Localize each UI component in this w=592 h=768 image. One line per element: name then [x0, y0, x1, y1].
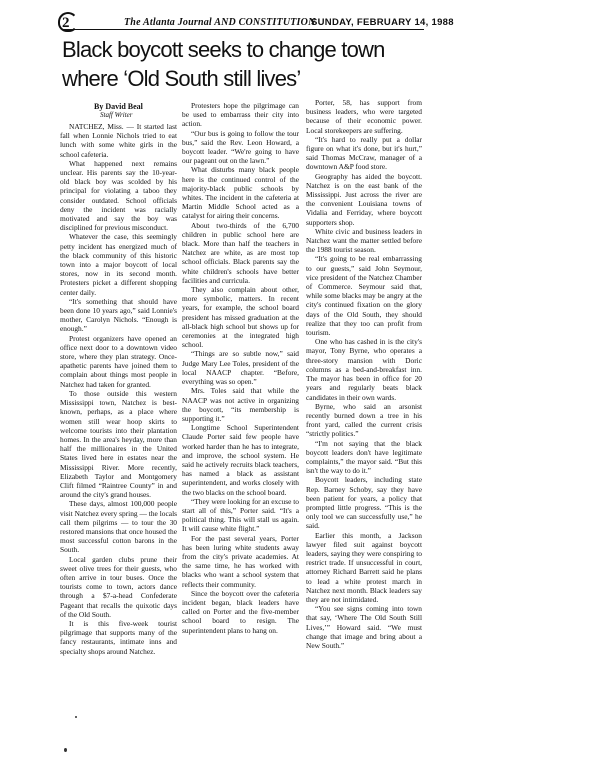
article-paragraph: Protest organizers have opened an office next door to a downtown video store, where they plan strategy. Once-apathetic parents have joined them to complain about things most people in Natchez had taken for granted.	[60, 333, 177, 389]
article-paragraph: Protesters hope the pilgrimage can be used to embarrass their city into action.	[182, 101, 299, 129]
article-paragraph: Earlier this month, a Jackson lawyer filed suit against boycott leaders, saying they were conspiring to restrict trade. If unsuccessful in court, attorney Richard Barrett said he plans to lead a white protest march in Natchez next month. Black leaders say they are not intimidated.	[306, 530, 422, 604]
article-paragraph: NATCHEZ, Miss. — It started last fall when Lonnie Nichols tried to eat lunch with some white girls in the school cafeteria.	[60, 122, 177, 159]
article-paragraph: Porter, 58, has support from business leaders, who were targeted because of their economic power. Local storekeepers are suffering.	[306, 98, 422, 135]
article-paragraph: White civic and business leaders in Natchez want the matter settled before the 1988 tourist season.	[306, 226, 422, 255]
scan-speck	[75, 716, 77, 718]
article-column-2	[182, 101, 299, 635]
article-paragraph: “It's something that should have been done 10 years ago,” said Lonnie's mother, Carolyn Nichols. “Enough is enough.”	[60, 296, 177, 334]
article-paragraph: It is this five-week tourist pilgrimage that supports many of the fancy restaurants, intimate inns and specialty shops around Natchez.	[60, 618, 177, 656]
article-paragraph: Longtime School Superintendent Claude Porter said few people have worked harder than he has to integrate, and improve, the school system. He said he actively recruits black teachers, has named a black as assistant superintendent, and works closely with the two blacks on the school board.	[182, 423, 299, 497]
issue-date: SUNDAY, FEBRUARY 14, 1988	[311, 17, 454, 28]
article-paragraph: Since the boycott over the cafeteria incident began, black leaders have called on Porter and the five-member school board to resign. The superintendent plans to hang on.	[182, 588, 299, 635]
article-paragraph: “I'm not saying that the black boycott leaders don't have legitimate complaints,” the mayor said. “But this isn't the way to do it.”	[306, 438, 422, 476]
article-paragraph: “They were looking for an excuse to start all of this,” Porter said. “It's a political thing. This will stall us again. It will cause white flight.”	[182, 496, 299, 534]
article-paragraph: “It's going to be real embarrassing to our guests,” said John Seymour, vice president of the Natchez Chamber of Commerce. Seymour said that, while some blacks may be angry at the city's continued fixation on the glory days of the Old South, they should realize that they too can profit from tourism.	[306, 254, 422, 338]
newspaper-masthead: The Atlanta Journal AND CONSTITUTION	[124, 17, 316, 28]
article-paragraph: What happened next remains unclear. His parents say the 10-year-old black boy was scolded by his principal for violating a taboo they consider outdated. School officials deny the incident was racially motivated and say the boy was disciplined for previous misconduct.	[60, 158, 177, 233]
article-paragraph: For the past several years, Porter has been luring white students away from the city's private academies. At the same time, he has worked with blacks who want a school system that reflects their community.	[182, 533, 299, 589]
article-paragraph: One who has cashed in is the city's mayor, Tony Byrne, who operates a three-story mansion with Doric columns as a bed-and-breakfast inn. The mayor has been in office for 20 years and regularly beats black candidates in their own wards.	[306, 337, 422, 402]
article-paragraph: They also complain about other, more symbolic, matters. In recent years, for example, the school board president has missed graduation at the all-black high school but shows up for ceremonies at the integrated high school.	[182, 285, 299, 350]
article-paragraph: Geography has aided the boycott. Natchez is on the east bank of the Mississippi. Just across the river are the convenient Louisiana towns of Vidalia and Ferriday, where boycott supporters shop.	[306, 171, 422, 227]
article-paragraph: Whatever the case, this seemingly petty incident has energized much of the black community of this historic town into a major boycott of local stores, now in its second month. Protesters picket a different shopping center daily.	[60, 232, 177, 297]
article-headline: Black boycott seeks to change town where ‘Old South still lives’	[62, 37, 385, 91]
scan-speck	[64, 748, 67, 752]
article-paragraph: Byrne, who said an arsonist recently burned down a tree in his front yard, called the current crisis “strictly politics.”	[306, 401, 422, 439]
byline-role: Staff Writer	[100, 111, 133, 119]
article-paragraph: What disturbs many black people here is the continued control of the majority-black public schools by whites. The incident in the cafeteria at Martin Middle School acted as a catalyst for airing their concerns.	[182, 165, 299, 221]
column-2-paragraphs	[182, 101, 299, 635]
article-paragraph: To those outside this western Mississippi town, Natchez is best-known, perhaps, as a place where women still wear hoop skirts to welcome tourists into their plantation homes. In the area's heyday, more than half the millionaires in the United States lived here in estates near the Mississippi River. More recently, Elizabeth Taylor and Montgomery Clift filmed “Raintree County” in and around the city's grand houses.	[60, 388, 177, 500]
article-paragraph: Boycott leaders, including state Rep. Barney Schoby, say they have been patient for years, a policy that prompted little progress. “This is the only tool we can successfully use,” he said.	[306, 475, 422, 531]
column-1-paragraphs	[60, 122, 177, 656]
article-paragraph: Mrs. Toles said that while the NAACP was not active in organizing the boycott, “its membership is supporting it.”	[182, 386, 299, 423]
article-column-3	[306, 98, 422, 650]
article-paragraph: “It's hard to really put a dollar figure on what it's done, but it's hurt,” said Thomas McCraw, manager of a downtown A&P food store.	[306, 134, 422, 172]
byline: By David Beal	[94, 102, 143, 111]
article-paragraph: These days, almost 100,000 people visit Natchez every spring — the locals call them pilgrims — to tour the 30 restored mansions that once housed the most successful cotton barons in the South.	[60, 499, 177, 555]
article-paragraph: “You see signs coming into town that say, ‘Where The Old South Still Lives,’” Howard said. “We must change that image and bring about a New South.”	[306, 604, 422, 650]
article-paragraph: Local garden clubs prune their sweet olive trees for their guests, who often arrive in tour buses. Once the tourists come to town, actors dance through a $7-a-head Confederate Pageant that recalls the quixotic days of the Old South.	[60, 554, 177, 619]
column-3-paragraphs	[306, 98, 422, 650]
page-number: 2	[62, 15, 70, 31]
article-paragraph: About two-thirds of the 6,700 children in public school here are black. More than half the teachers in Natchez are white, as are most top school officials. Black parents say the white children's schools have better facilities and curricula.	[182, 220, 299, 285]
article-paragraph: “Things are so subtle now,” said Judge Mary Lee Toles, president of the local NAACP chapter. “Before, everything was so open.”	[182, 349, 299, 387]
article-paragraph: “Our bus is going to follow the tour bus,” said the Rev. Leon Howard, a boycott leader. “We're going to have our pageant out on the lawn.”	[182, 128, 299, 166]
header-rule	[62, 29, 424, 30]
article-column-1	[60, 98, 177, 656]
